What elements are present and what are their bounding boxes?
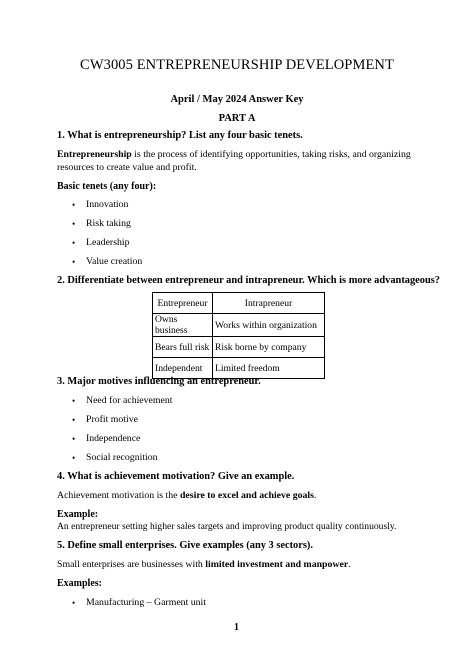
q5-examples-heading: Examples: (57, 578, 102, 589)
q1-definition-term: Entrepreneurship (57, 149, 132, 160)
q1-tenet-item: Innovation (86, 199, 129, 210)
question-2: 2. Differentiate between entrepreneur and intrapreneur. Which is more advantageous? (57, 275, 440, 286)
question-1: 1. What is entrepreneurship? List any four basic tenets. (57, 130, 303, 141)
q1-definition-text: is the process of identifying opportunities, taking risks, and organizing (131, 149, 411, 160)
bullet-icon: • (72, 257, 76, 267)
bullet-icon: • (72, 396, 76, 406)
q5-answer (57, 559, 351, 570)
question-5: 5. Define small enterprises. Give examples (any 3 sectors). (57, 540, 313, 551)
bullet-icon: • (72, 434, 76, 444)
bullet-icon: • (72, 415, 76, 425)
table-row (153, 314, 325, 337)
table-header-cell: Intrapreneur (213, 293, 325, 314)
q3-motive-item: Need for achievement (86, 395, 173, 406)
bullet-icon: • (72, 453, 76, 463)
q4-answer-text: Achievement motivation is the (57, 490, 180, 501)
q3-motive-item: Independence (86, 433, 141, 444)
q1-tenet-item: Risk taking (86, 218, 131, 229)
table-cell: Works within organization (213, 314, 325, 337)
table-row (153, 337, 325, 358)
table-cell: Limited freedom (213, 358, 325, 379)
q4-example-heading: Example: (57, 509, 99, 520)
q4-answer (57, 490, 316, 501)
bullet-icon: • (72, 238, 76, 248)
table-cell: Risk borne by company (213, 337, 325, 358)
q1-tenet-item: Value creation (86, 256, 143, 267)
table-cell: Independent (153, 358, 213, 379)
q5-example-item: Manufacturing – Garment unit (86, 597, 206, 608)
q1-definition-line1 (57, 149, 411, 160)
q4-answer-emphasis: desire to excel and achieve goals (179, 490, 314, 501)
q5-answer-end: . (348, 559, 351, 570)
q3-motive-item: Social recognition (86, 452, 158, 463)
document-title: CW3005 ENTREPRENEURSHIP DEVELOPMENT (80, 57, 394, 73)
exam-subtitle: April / May 2024 Answer Key (170, 94, 304, 105)
question-4: 4. What is achievement motivation? Give an example. (57, 471, 295, 482)
table-header-row (153, 293, 325, 314)
part-heading: PART A (218, 113, 256, 124)
page-number: 1 (234, 622, 239, 633)
question-3: 3. Major motives influencing an entrepreneur. (57, 376, 261, 387)
q4-example-text: An entrepreneur setting higher sales targets and improving product quality continuously. (57, 521, 397, 532)
q5-answer-emphasis: limited investment and manpower (205, 559, 349, 570)
q1-tenets-heading: Basic tenets (any four): (57, 181, 157, 192)
q4-answer-end: . (313, 490, 317, 501)
bullet-icon: • (72, 598, 76, 608)
table-header-cell: Entrepreneur (153, 293, 213, 314)
bullet-icon: • (72, 219, 76, 229)
q1-tenet-item: Leadership (86, 237, 130, 248)
bullet-icon: • (72, 200, 76, 210)
comparison-table (152, 292, 325, 379)
table-cell: Bears full risk (153, 337, 213, 358)
q5-answer-text: Small enterprises are businesses with (57, 559, 206, 570)
table-cell: Owns business (153, 314, 213, 337)
q1-definition-line2: resources to create value and profit. (57, 162, 197, 173)
q3-motive-item: Profit motive (86, 414, 138, 425)
